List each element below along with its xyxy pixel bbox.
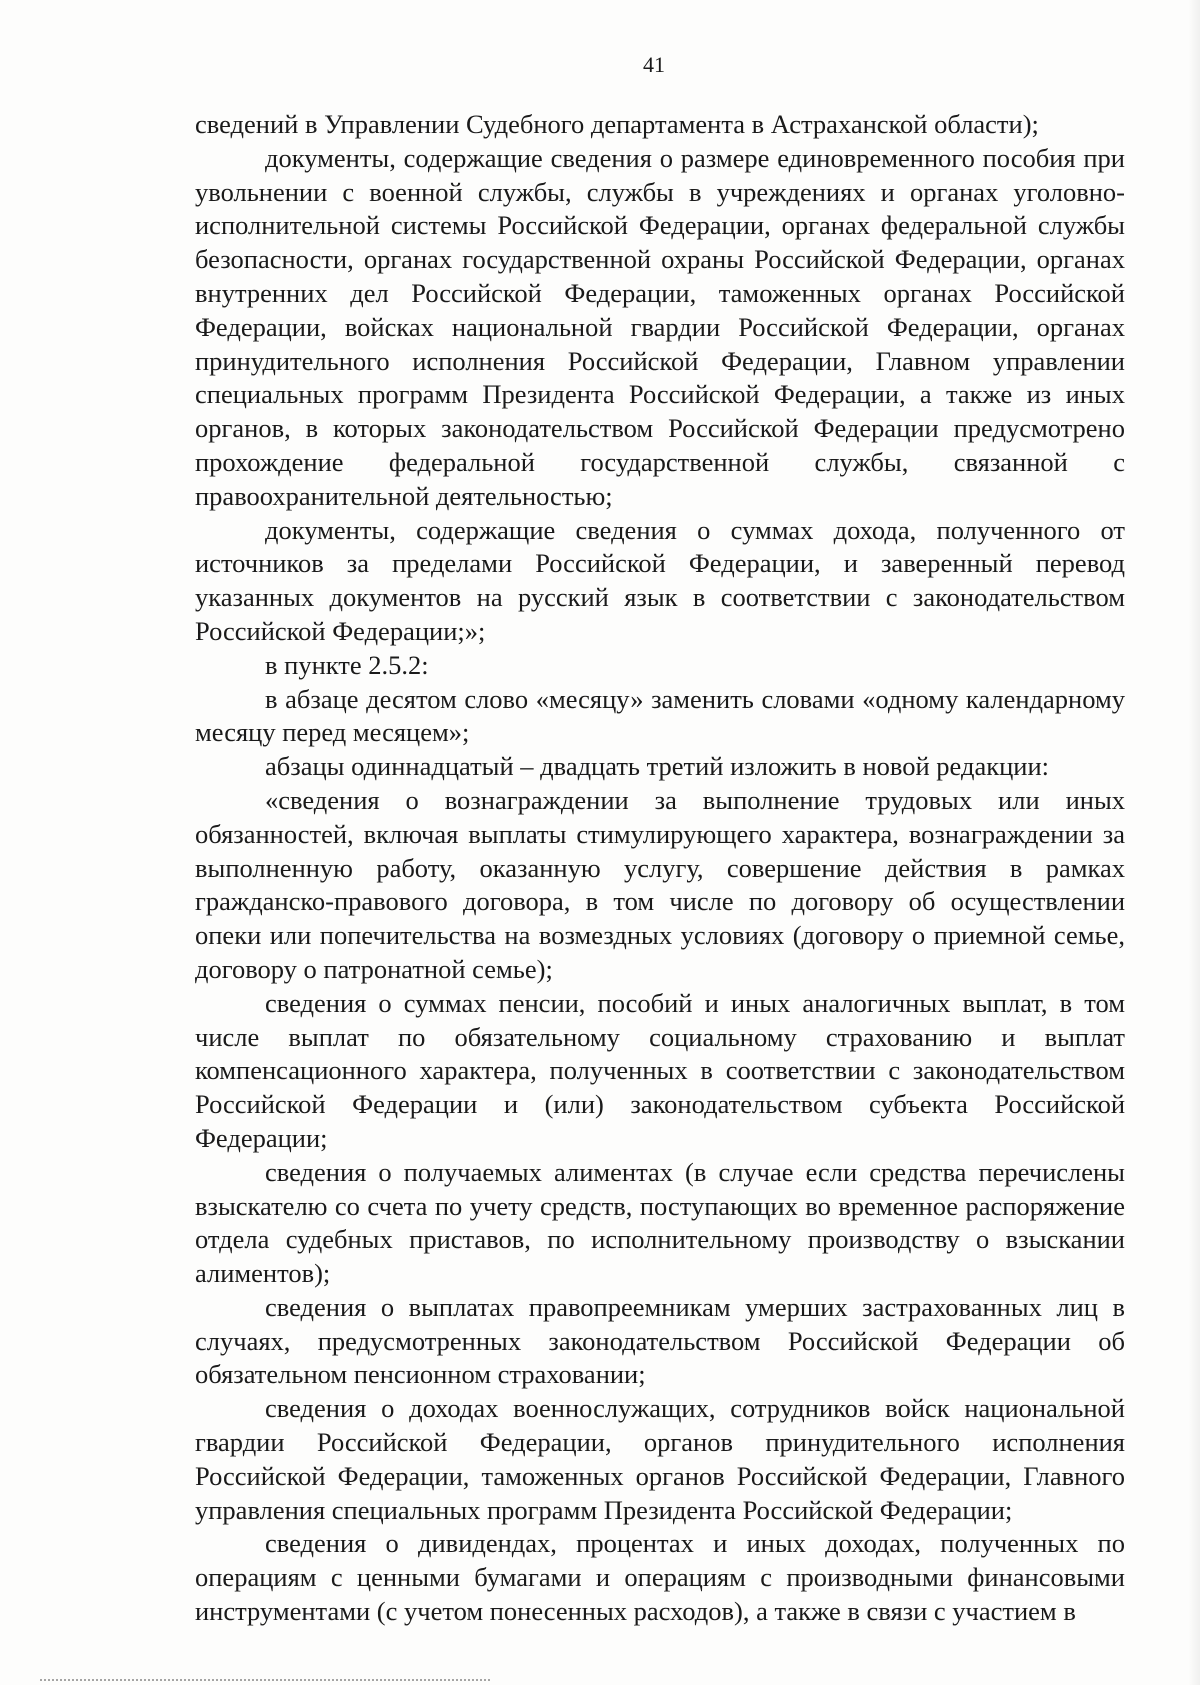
paragraph: документы, содержащие сведения о суммах дохода, полученного от источников за пределами Российской Федерации, и заверенный перевод указанных документов на русский язык в соответствии с законодательством Российской Федерации;»; (195, 514, 1125, 646)
paragraph: сведения о получаемых алиментах (в случае если средства перечислены взыскателю со счета по учету средств, поступающих во временное распоряжение отдела судебных приставов, по исполнительному производству о взыскании алиментов); (195, 1156, 1125, 1289)
paragraph: абзацы одиннадцатый – двадцать третий изложить в новой редакции: (265, 751, 1049, 782)
paragraph: в абзаце десятом слово «месяцу» заменить словами «одному календарному месяцу перед месяцем»; (195, 683, 1125, 748)
scan-edge-shadow (1188, 0, 1200, 1685)
paragraph: сведения о выплатах правопреемникам умерших застрахованных лиц в случаях, предусмотренных законодательством Российской Федерации об обязательном пенсионном страховании; (195, 1291, 1125, 1390)
paragraph: документы, содержащие сведения о размере единовременного пособия при увольнении с военной службы, службы в учреждениях и органах уголовно-исполнительной системы Российской Федерации, органах федеральной службы безопасности, органах государственной охраны Российской Федерации, органах внутренних дел Российской Федерации, таможенных органах Российской Федерации, войсках национальной гвардии Российской Федерации, органах принудительного исполнения Российской Федерации, Главном управлении специальных программ Президента Российской Федерации, а также из иных органов, в которых законодательством Российской Федерации предусмотрено прохождение федеральной государственной службы, связанной с правоохранительной деятельностью; (195, 142, 1125, 511)
paragraph: «сведения о вознаграждении за выполнение трудовых или иных обязанностей, включая выплаты стимулирующего характера, вознаграждении за выполненную работу, оказанную услугу, совершение действия в рамках гражданско-правового договора, в том числе по договору об осуществлении опеки или попечительства на возмездных условиях (договору о приемной семье, договору о патронатной семье); (195, 784, 1125, 984)
paragraph: сведения о суммах пенсии, пособий и иных аналогичных выплат, в том числе выплат по обязательному социальному страхованию и выплат компенсационного характера, полученных в соответствии с законодательством Российской Федерации и (или) законодательством субъекта Российской Федерации; (195, 987, 1125, 1153)
paragraph: в пункте 2.5.2: (265, 649, 429, 680)
paragraph: сведения о доходах военнослужащих, сотрудников войск национальной гвардии Российской Федерации, органов принудительного исполнения Российской Федерации, таможенных органов Российской Федерации, Главного управления специальных программ Президента Российской Федерации; (195, 1393, 1125, 1525)
page-number: 41 (643, 52, 665, 77)
document-body (195, 108, 1125, 1629)
scan-bottom-artifact (40, 1677, 490, 1681)
paragraph: сведения о дивидендах, процентах и иных доходах, полученных по операциям с ценными бумагами и операциям с производными финансовыми инструментами (с учетом понесенных расходов), а также в связи с участием в (195, 1528, 1125, 1627)
paragraph-continuation: сведений в Управлении Судебного департамента в Астраханской области); (195, 109, 1039, 139)
